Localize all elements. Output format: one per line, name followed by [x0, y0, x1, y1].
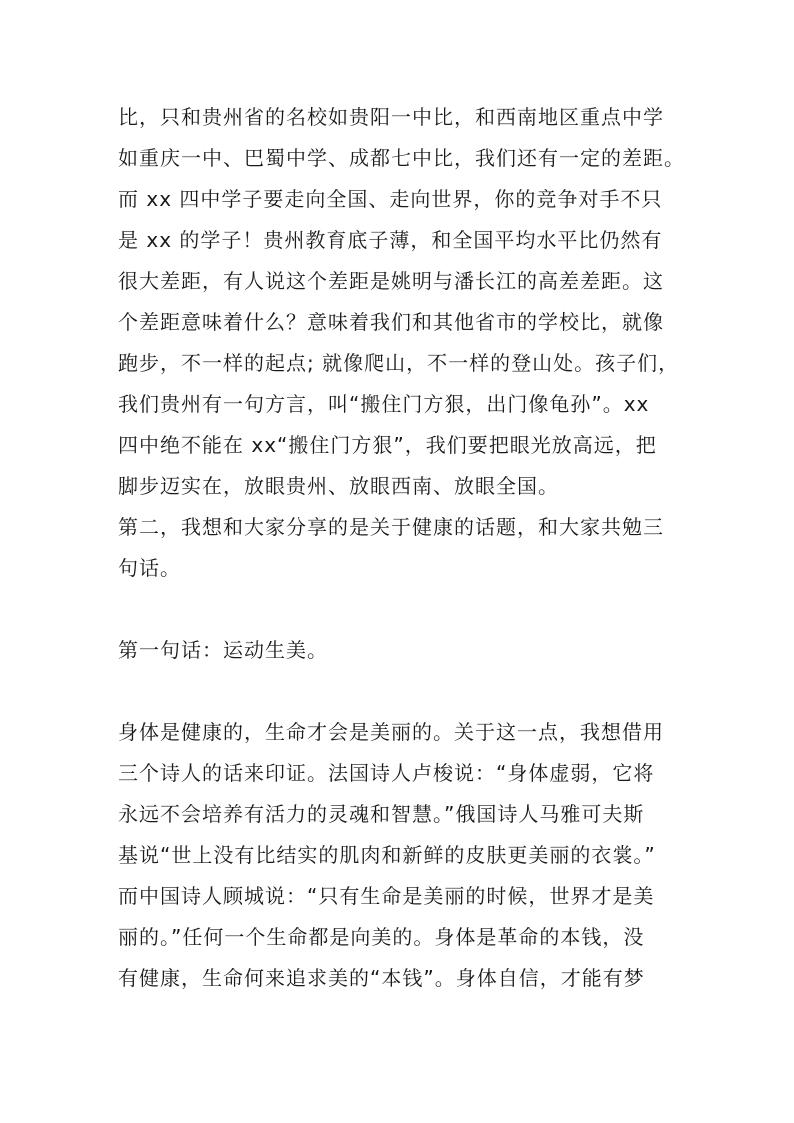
text-line: 个差距意味着什么？意味着我们和其他省市的学校比，就像	[118, 310, 664, 334]
text-line: 如重庆一中、巴蜀中学、成都七中比，我们还有一定的差距。	[118, 146, 685, 170]
text-line: 比，只和贵州省的名校如贵阳一中比，和西南地区重点中学	[118, 105, 664, 129]
text-line: 而 xx 四中学子要走向全国、走向世界，你的竞争对手不只	[118, 187, 663, 211]
text-line: 有健康，生命何来追求美的“本钱”。身体自信，才能有梦	[118, 966, 645, 990]
text-line: 三个诗人的话来印证。法国诗人卢梭说：“身体虚弱，它将	[118, 761, 655, 785]
section-heading: 第二，我想和大家分享的是关于健康的话题，和大家共勉三	[118, 515, 664, 539]
text-line: 是 xx 的学子！贵州教育底子薄，和全国平均水平比仍然有	[118, 228, 663, 252]
text-line: 而中国诗人顾城说：“只有生命是美丽的时候，世界才是美	[118, 884, 655, 908]
text-line: 我们贵州有一句方言，叫“搬住门方狠，出门像龟孙”。xx	[118, 392, 650, 416]
subheading: 第一句话：运动生美。	[118, 638, 328, 662]
text-line: 脚步迈实在，放眼贵州、放眼西南、放眼全国。	[118, 474, 559, 498]
text-line: 身体是健康的，生命才会是美丽的。关于这一点，我想借用	[118, 720, 664, 744]
text-line: 句话。	[118, 556, 181, 580]
text-line: 跑步，不一样的起点; 就像爬山，不一样的登山处。孩子们，	[118, 351, 680, 375]
text-line: 丽的。”任何一个生命都是向美的。身体是革命的本钱，没	[118, 925, 645, 949]
text-line: 四中绝不能在 xx“搬住门方狠”，我们要把眼光放高远，把	[118, 433, 657, 457]
text-line: 很大差距，有人说这个差距是姚明与潘长江的高差差距。这	[118, 269, 664, 293]
text-line: 基说“世上没有比结实的肌肉和新鲜的皮肤更美丽的衣裳。”	[118, 843, 656, 867]
text-line: 永远不会培养有活力的灵魂和智慧。”俄国诗人马雅可夫斯	[118, 802, 645, 826]
